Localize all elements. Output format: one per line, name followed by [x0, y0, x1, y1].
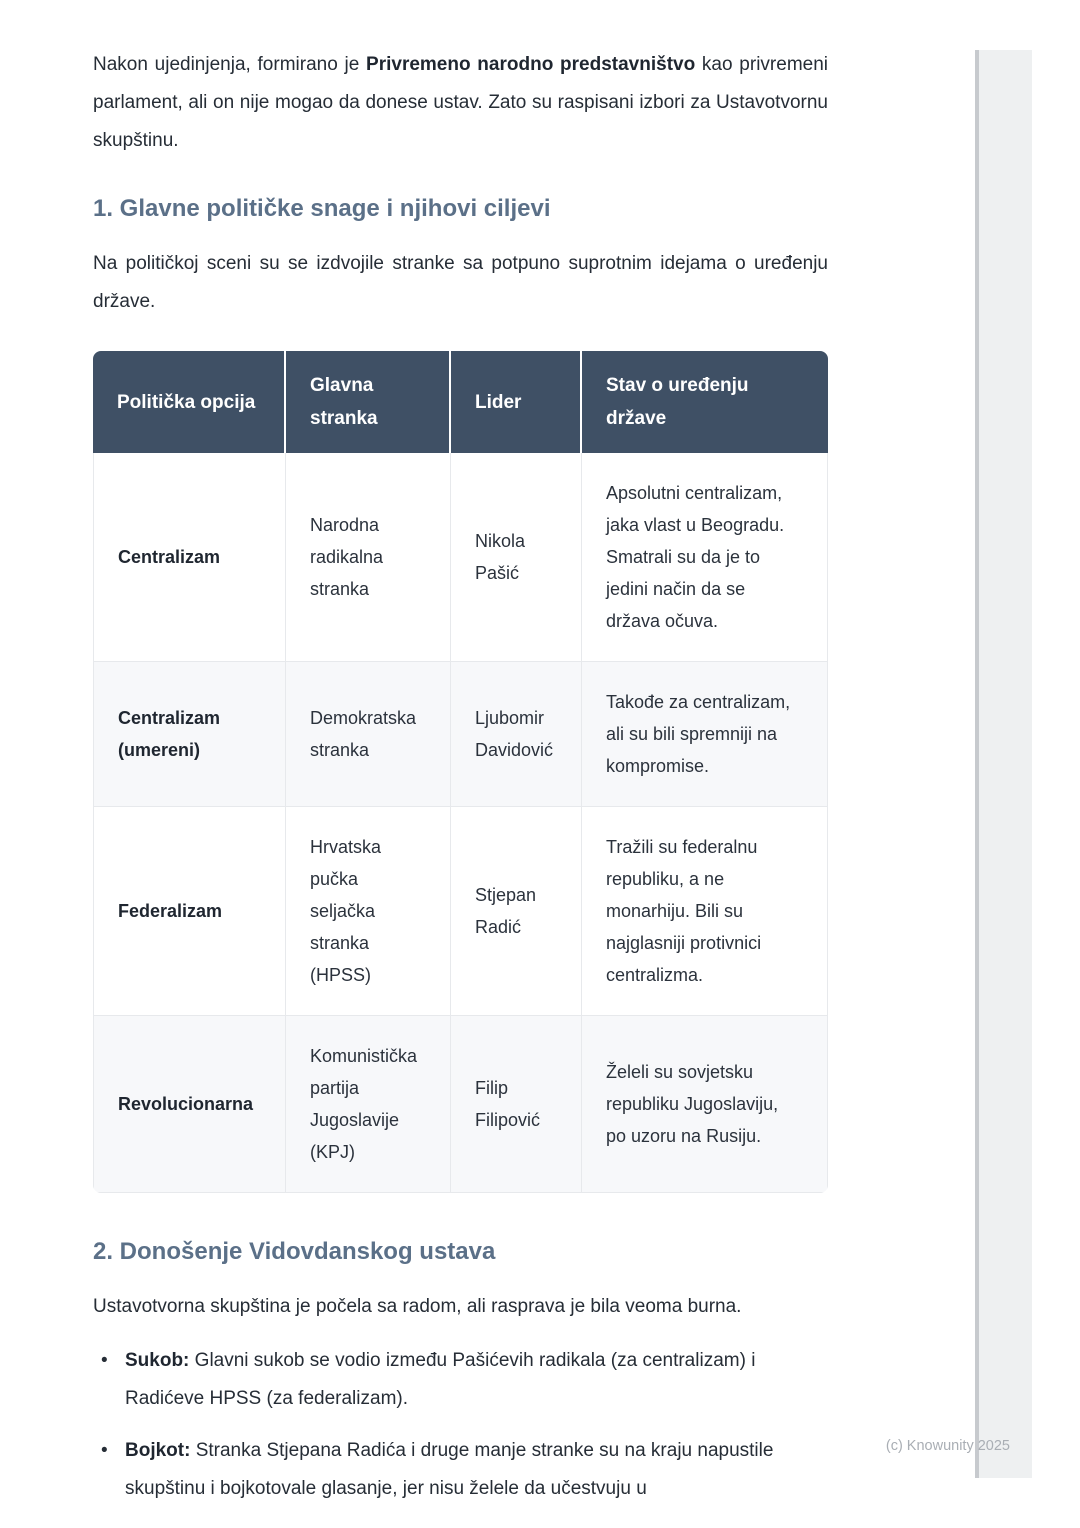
cell-stance: Tražili su federalnu republiku, a ne monarhiju. Bili su najglasniji protivnici centralizma.	[582, 807, 828, 1016]
cell-party: Komunistička partija Jugoslavije (KPJ)	[286, 1016, 451, 1193]
table-header-party: Glavna stranka	[286, 351, 451, 453]
cell-option: Federalizam	[93, 807, 286, 1016]
cell-option: Centralizam (umereni)	[93, 662, 286, 807]
table-row	[93, 807, 828, 1016]
cell-leader: Filip Filipović	[451, 1016, 582, 1193]
bullet-bold-label: Bojkot:	[125, 1440, 191, 1461]
cell-stance: Takođe za centralizam, ali su bili spremniji na kompromise.	[582, 662, 828, 807]
intro-text-part2: kao privremeni parlament, ali on nije mogao da donese ustav. Zato su raspisani izbori za Ustavotvornu skupštinu.	[93, 54, 828, 151]
table-header-leader: Lider	[451, 351, 582, 453]
scrollbar-track[interactable]	[975, 50, 1032, 1478]
bullet-list	[93, 1342, 828, 1508]
list-item	[93, 1342, 828, 1418]
document-page	[93, 0, 828, 1522]
table-row	[93, 662, 828, 807]
list-item	[93, 1432, 828, 1508]
bullet-text: Glavni sukob se vodio između Pašićevih radikala (za centralizam) i Radićeve HPSS (za federalizam).	[125, 1350, 756, 1409]
bullet-bold-label: Sukob:	[125, 1350, 190, 1371]
section2-intro-paragraph: Ustavotvorna skupština je počela sa radom, ali rasprava je bila veoma burna.	[93, 1296, 742, 1317]
table-row	[93, 1016, 828, 1193]
cell-option: Revolucionarna	[93, 1016, 286, 1193]
cell-party: Demokratska stranka	[286, 662, 451, 807]
table-header-stance: Stav o uređenju države	[582, 351, 828, 453]
table-header-row	[93, 351, 828, 453]
intro-text-part1: Nakon ujedinjenja, formirano je	[93, 54, 367, 75]
intro-paragraph	[93, 46, 828, 160]
cell-stance: Želeli su sovjetsku republiku Jugoslaviju, po uzoru na Rusiju.	[582, 1016, 828, 1193]
intro-bold-phrase: Privremeno narodno predstavništvo	[366, 54, 696, 75]
political-parties-table	[93, 351, 828, 1193]
cell-party: Hrvatska pučka seljačka stranka (HPSS)	[286, 807, 451, 1016]
section-heading-1: 1. Glavne političke snage i njihovi ciljevi	[93, 195, 551, 222]
cell-party: Narodna radikalna stranka	[286, 453, 451, 662]
cell-leader: Nikola Pašić	[451, 453, 582, 662]
cell-stance: Apsolutni centralizam, jaka vlast u Beogradu. Smatrali su da je to jedini način da se država očuva.	[582, 453, 828, 662]
section-heading-2: 2. Donošenje Vidovdanskog ustava	[93, 1238, 496, 1265]
knowunity-watermark: (c) Knowunity 2025	[885, 1438, 1010, 1454]
section1-intro-paragraph: Na političkoj sceni su se izdvojile stranke sa potpuno suprotnim idejama o uređenju države.	[93, 253, 828, 312]
table-header-option: Politička opcija	[93, 351, 286, 453]
bullet-text: Stranka Stjepana Radića i druge manje stranke su na kraju napustile skupštinu i bojkotovale glasanje, jer nisu želele da učestvuju u	[125, 1440, 774, 1499]
cell-leader: Stjepan Radić	[451, 807, 582, 1016]
cell-leader: Ljubomir Davidović	[451, 662, 582, 807]
table-row	[93, 453, 828, 662]
cell-option: Centralizam	[93, 453, 286, 662]
